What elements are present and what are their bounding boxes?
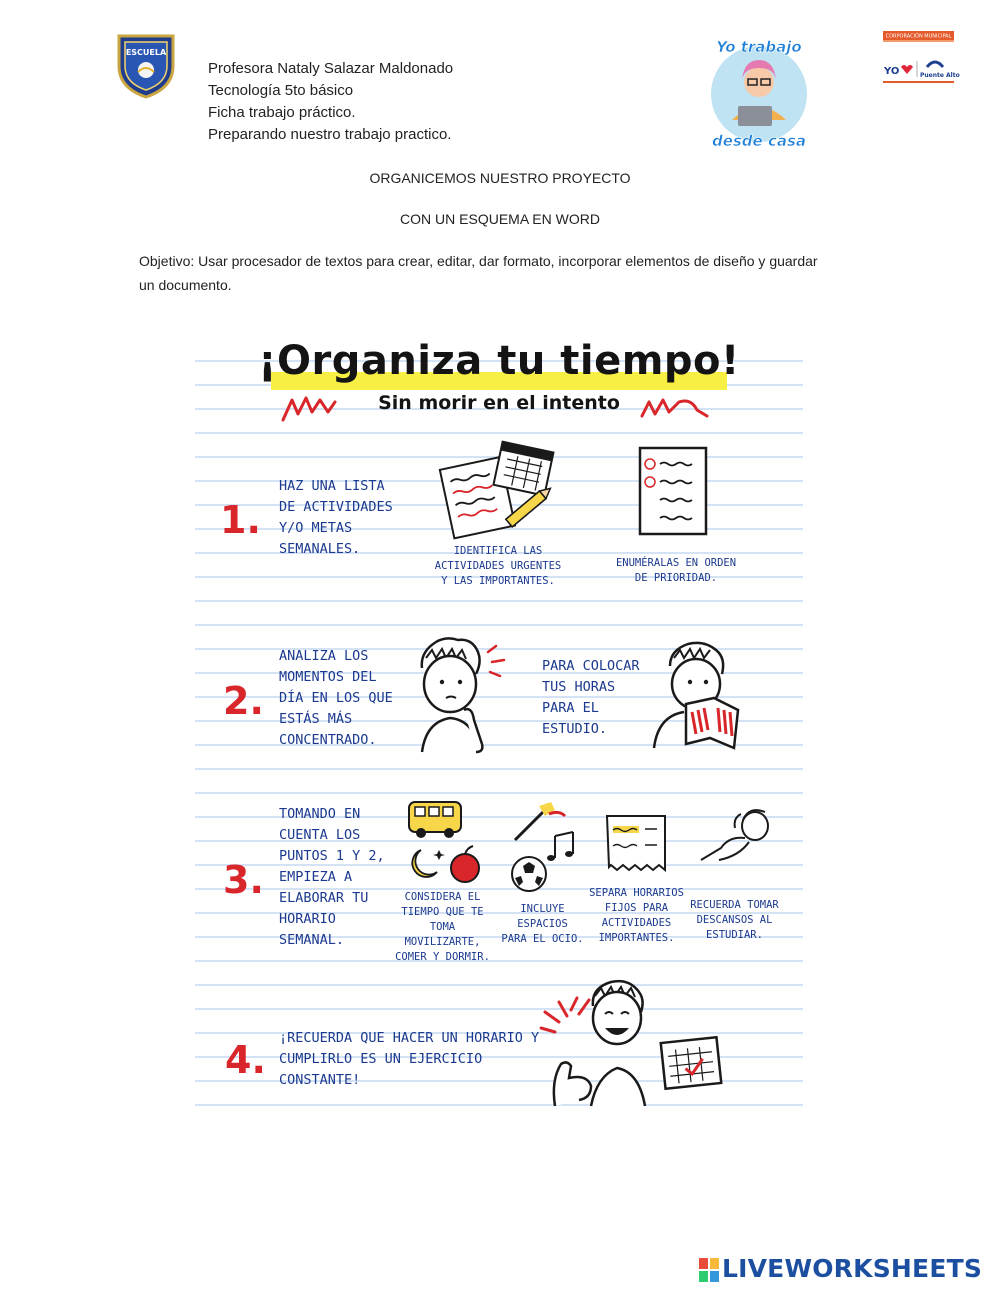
worksheet-title: ORGANICEMOS NUESTRO PROYECTO <box>369 170 631 186</box>
step-3-number: 3. <box>223 858 264 902</box>
corp-logo-left-text: YO <box>884 66 900 77</box>
checklist-calendar-icon <box>435 441 560 536</box>
step-1-caption-1: IDENTIFICA LAS ACTIVIDADES URGENTES Y LAS IMPORTANTES. <box>434 545 562 587</box>
step-3-caption-3: SEPARA HORARIOS FIJOS PARA ACTIVIDADES IMPORTANTES. <box>589 887 684 944</box>
teacher-name: Profesora Nataly Salazar Maldonado <box>208 60 454 77</box>
badge-text-top: Yo trabajo <box>716 38 802 56</box>
liveworksheets-brand[interactable]: LIVEWORKSHEETS <box>722 1254 983 1283</box>
step-3-caption-2: INCLUYE ESPACIOS PARA EL OCIO. <box>501 903 584 945</box>
badge-text-bottom: desde casa <box>711 132 807 150</box>
step-4-number: 4. <box>225 1038 266 1082</box>
corp-logo-right-text: Puente Alto <box>920 72 960 79</box>
liveworksheets-logo-icon <box>698 1257 720 1283</box>
step-1-text: HAZ UNA LISTA DE ACTIVIDADES Y/O METAS SEMANALES. <box>279 478 393 557</box>
school-crest-text: ESCUELA <box>125 48 167 57</box>
step-3-text: TOMANDO EN CUENTA LOS PUNTOS 1 Y 2, EMPIEZA A ELABORAR TU HORARIO SEMANAL. <box>279 806 385 948</box>
step-3-caption-1: CONSIDERA EL TIEMPO QUE TE TOMA MOVILIZARTE, COMER Y DORMIR. <box>395 891 490 963</box>
step-1-caption-2: ENUMÉRALAS EN ORDEN DE PRIORIDAD. <box>615 557 737 584</box>
infographic <box>195 338 803 1108</box>
corp-logo-top-text: CORPORACIÓN MUNICIPAL <box>885 33 952 40</box>
bus-moon-apple-icon <box>401 798 493 890</box>
brush-music-ball-icon <box>509 800 579 896</box>
heart-icon <box>901 65 913 74</box>
thinking-boy-icon <box>410 634 510 756</box>
corporation-logo <box>883 31 960 83</box>
right-scribble-icon <box>639 394 711 424</box>
step-4-text: ¡RECUERDA QUE HACER UN HORARIO Y CUMPLIRLO ES UN EJERCICIO CONSTANTE! <box>279 1030 540 1088</box>
step-2-caption: PARA COLOCAR TUS HORAS PARA EL ESTUDIO. <box>542 658 640 737</box>
step-1-number: 1. <box>220 498 261 542</box>
course-name: Tecnología 5to básico <box>208 82 354 99</box>
happy-boy-calendar-icon <box>535 978 725 1108</box>
work-from-home-badge <box>704 32 814 150</box>
infographic-subtitle: Sin morir en el intento <box>378 392 620 414</box>
infographic-title: ¡Organiza tu tiempo! <box>258 338 740 384</box>
step-2-number: 2. <box>223 679 264 723</box>
resting-person-icon <box>695 804 779 870</box>
step-2-text: ANALIZA LOS MOMENTOS DEL DÍA EN LOS QUE ESTÁS MÁS CONCENTRADO. <box>279 648 393 748</box>
objective-text: Objetivo: Usar procesador de textos para crear, editar, dar formato, incorporar elementos de diseño y guardar un documento. <box>139 253 818 293</box>
worksheet-subtitle: CON UN ESQUEMA EN WORD <box>400 211 600 227</box>
step-3-caption-4: RECUERDA TOMAR DESCANSOS AL ESTUDIAR. <box>690 899 779 941</box>
numbered-list-icon <box>638 446 708 536</box>
school-crest-logo <box>113 30 179 100</box>
reading-boy-icon <box>650 638 750 756</box>
header-info <box>208 58 453 146</box>
worksheet-type: Ficha trabajo práctico. <box>208 104 356 121</box>
worksheet-purpose: Preparando nuestro trabajo practico. <box>208 126 452 143</box>
schedule-paper-icon <box>605 814 667 878</box>
